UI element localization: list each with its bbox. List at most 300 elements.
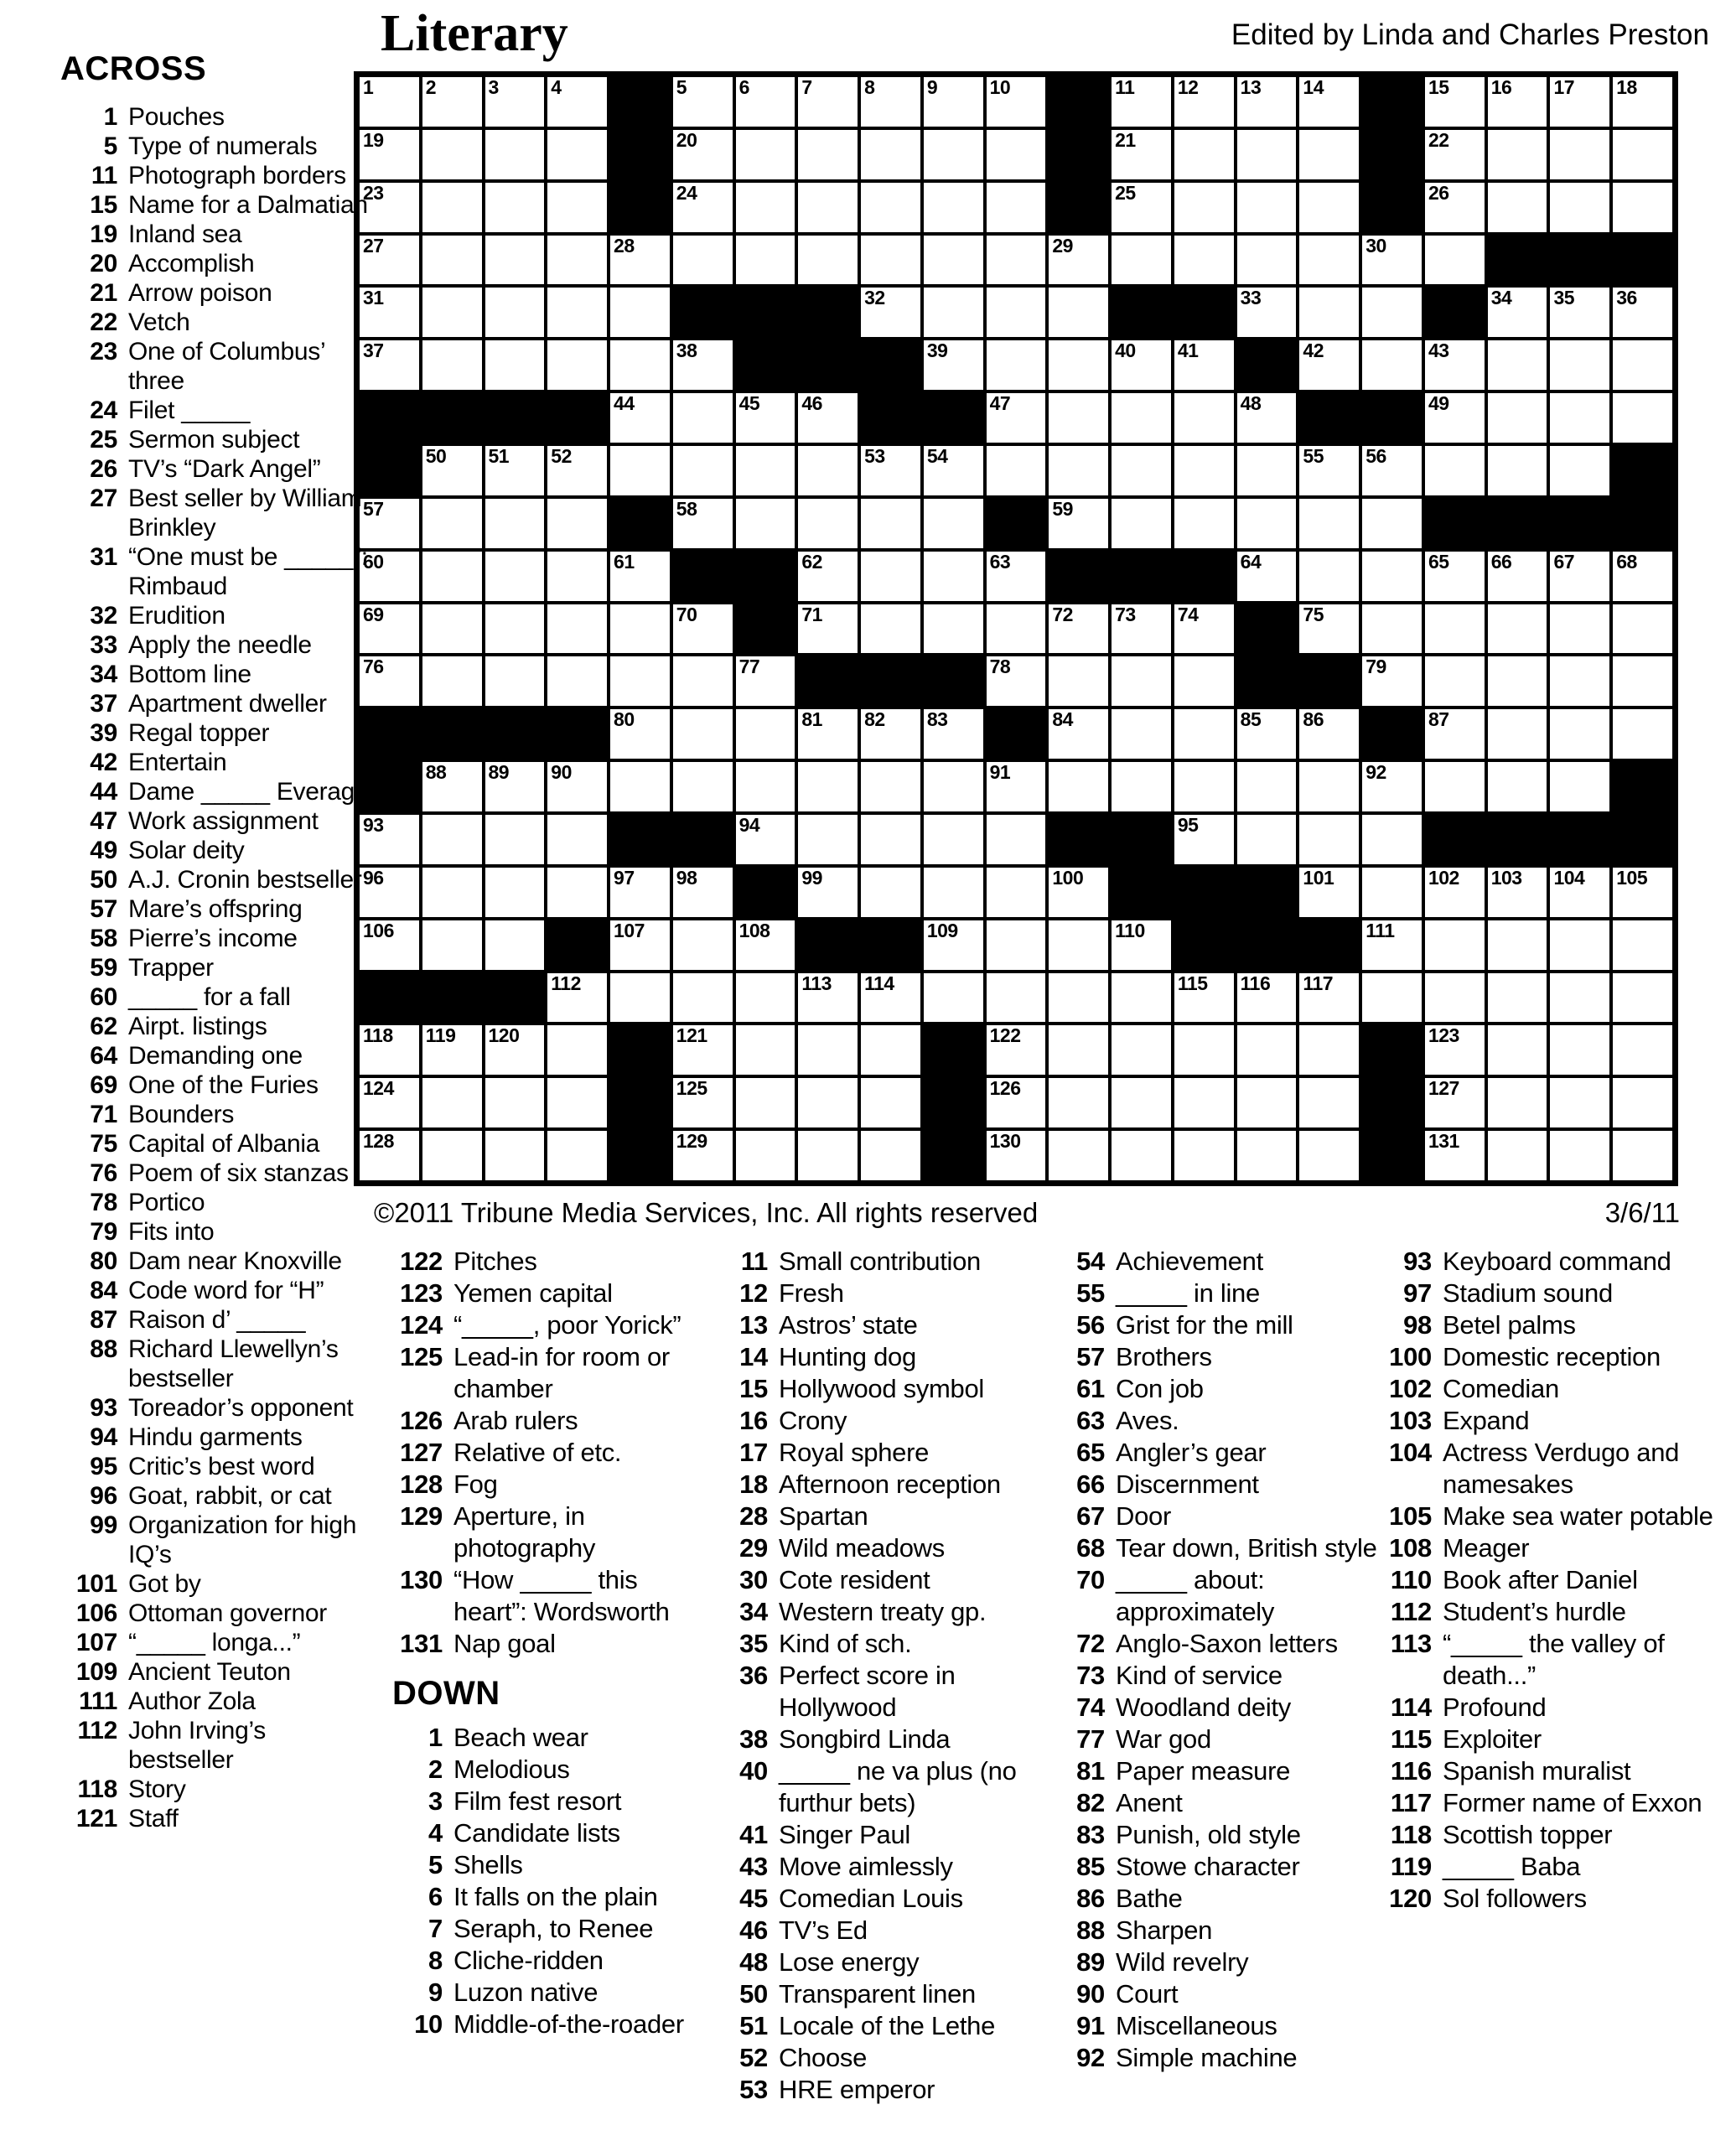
grid-cell[interactable]	[671, 655, 734, 708]
grid-cell[interactable]	[1360, 655, 1423, 708]
grid-cell[interactable]	[1298, 75, 1360, 128]
grid-cell[interactable]	[734, 972, 797, 1024]
grid-cell[interactable]	[546, 866, 609, 919]
grid-cell[interactable]	[1611, 866, 1674, 919]
grid-cell[interactable]	[1298, 1076, 1360, 1129]
grid-cell[interactable]	[484, 866, 547, 919]
grid-cell[interactable]	[546, 234, 609, 287]
grid-cell[interactable]	[546, 1076, 609, 1129]
grid-cell[interactable]	[1486, 444, 1549, 497]
grid-cell[interactable]	[609, 339, 671, 391]
grid-cell[interactable]	[1486, 75, 1549, 128]
grid-cell[interactable]	[796, 497, 859, 550]
grid-cell[interactable]	[985, 181, 1048, 234]
grid-cell[interactable]	[671, 1129, 734, 1182]
grid-cell[interactable]	[609, 972, 671, 1024]
grid-cell[interactable]	[484, 444, 547, 497]
grid-cell[interactable]	[1548, 75, 1611, 128]
grid-cell[interactable]	[1298, 497, 1360, 550]
grid-cell[interactable]	[1548, 760, 1611, 813]
grid-cell[interactable]	[1047, 866, 1110, 919]
grid-cell[interactable]	[734, 1024, 797, 1076]
grid-cell[interactable]	[796, 550, 859, 603]
grid-cell[interactable]	[1236, 1076, 1298, 1129]
grid-cell[interactable]	[1611, 286, 1674, 339]
grid-cell[interactable]	[1548, 708, 1611, 760]
grid-cell[interactable]	[734, 708, 797, 760]
grid-cell[interactable]	[1548, 655, 1611, 708]
grid-cell[interactable]	[1423, 550, 1486, 603]
grid-cell[interactable]	[1110, 1129, 1173, 1182]
grid-cell[interactable]	[796, 181, 859, 234]
grid-cell[interactable]	[421, 1076, 484, 1129]
grid-cell[interactable]	[922, 234, 985, 287]
grid-cell[interactable]	[546, 497, 609, 550]
grid-cell[interactable]	[421, 760, 484, 813]
grid-cell[interactable]	[546, 181, 609, 234]
grid-cell[interactable]	[609, 760, 671, 813]
grid-cell[interactable]	[1486, 1024, 1549, 1076]
grid-cell[interactable]	[1047, 391, 1110, 444]
grid-cell[interactable]	[859, 813, 922, 866]
grid-cell[interactable]	[1611, 708, 1674, 760]
grid-cell[interactable]	[1423, 760, 1486, 813]
grid-cell[interactable]	[546, 128, 609, 181]
grid-cell[interactable]	[1548, 339, 1611, 391]
grid-cell[interactable]	[546, 286, 609, 339]
grid-cell[interactable]	[1298, 1024, 1360, 1076]
grid-cell[interactable]	[421, 339, 484, 391]
grid-cell[interactable]	[859, 760, 922, 813]
grid-cell[interactable]	[985, 866, 1048, 919]
grid-cell[interactable]	[546, 1129, 609, 1182]
grid-cell[interactable]	[1611, 655, 1674, 708]
grid-cell[interactable]	[1047, 603, 1110, 656]
grid-cell[interactable]	[609, 866, 671, 919]
grid-cell[interactable]	[734, 813, 797, 866]
grid-cell[interactable]	[484, 128, 547, 181]
grid-cell[interactable]	[1173, 1076, 1236, 1129]
grid-cell[interactable]	[922, 919, 985, 972]
grid-cell[interactable]	[859, 234, 922, 287]
grid-cell[interactable]	[1298, 128, 1360, 181]
grid-cell[interactable]	[609, 550, 671, 603]
grid-cell[interactable]	[1110, 603, 1173, 656]
grid-cell[interactable]	[985, 1024, 1048, 1076]
grid-cell[interactable]	[1360, 866, 1423, 919]
grid-cell[interactable]	[1486, 391, 1549, 444]
grid-cell[interactable]	[1486, 1076, 1549, 1129]
grid-cell[interactable]	[922, 497, 985, 550]
grid-cell[interactable]	[985, 444, 1048, 497]
grid-cell[interactable]	[1047, 708, 1110, 760]
grid-cell[interactable]	[1423, 866, 1486, 919]
grid-cell[interactable]	[859, 1076, 922, 1129]
grid-cell[interactable]	[1110, 1076, 1173, 1129]
grid-cell[interactable]	[484, 1129, 547, 1182]
grid-cell[interactable]	[859, 128, 922, 181]
grid-cell[interactable]	[1360, 919, 1423, 972]
grid-cell[interactable]	[734, 75, 797, 128]
grid-cell[interactable]	[671, 708, 734, 760]
grid-cell[interactable]	[1360, 234, 1423, 287]
grid-cell[interactable]	[1047, 655, 1110, 708]
grid-cell[interactable]	[546, 1024, 609, 1076]
grid-cell[interactable]	[1360, 813, 1423, 866]
grid-cell[interactable]	[1611, 339, 1674, 391]
grid-cell[interactable]	[421, 286, 484, 339]
grid-cell[interactable]	[922, 972, 985, 1024]
grid-cell[interactable]	[1548, 603, 1611, 656]
grid-cell[interactable]	[922, 708, 985, 760]
grid-cell[interactable]	[1423, 391, 1486, 444]
grid-cell[interactable]	[1298, 286, 1360, 339]
grid-cell[interactable]	[484, 760, 547, 813]
grid-cell[interactable]	[796, 444, 859, 497]
grid-cell[interactable]	[1236, 760, 1298, 813]
grid-cell[interactable]	[484, 603, 547, 656]
grid-cell[interactable]	[1173, 234, 1236, 287]
grid-cell[interactable]	[985, 603, 1048, 656]
grid-cell[interactable]	[546, 444, 609, 497]
grid-cell[interactable]	[1611, 1076, 1674, 1129]
grid-cell[interactable]	[1548, 1076, 1611, 1129]
grid-cell[interactable]	[985, 391, 1048, 444]
grid-cell[interactable]	[1173, 128, 1236, 181]
grid-cell[interactable]	[985, 1076, 1048, 1129]
grid-cell[interactable]	[546, 75, 609, 128]
grid-cell[interactable]	[1486, 866, 1549, 919]
grid-cell[interactable]	[1236, 128, 1298, 181]
grid-cell[interactable]	[1360, 972, 1423, 1024]
grid-cell[interactable]	[1173, 339, 1236, 391]
grid-cell[interactable]	[421, 128, 484, 181]
grid-cell[interactable]	[859, 75, 922, 128]
grid-cell[interactable]	[421, 919, 484, 972]
grid-cell[interactable]	[609, 708, 671, 760]
grid-cell[interactable]	[484, 550, 547, 603]
grid-cell[interactable]	[1173, 75, 1236, 128]
grid-cell[interactable]	[1486, 181, 1549, 234]
grid-cell[interactable]	[1047, 1076, 1110, 1129]
grid-cell[interactable]	[1423, 708, 1486, 760]
grid-cell[interactable]	[922, 286, 985, 339]
grid-cell[interactable]	[1298, 813, 1360, 866]
grid-cell[interactable]	[1236, 234, 1298, 287]
grid-cell[interactable]	[1298, 181, 1360, 234]
grid-cell[interactable]	[1236, 497, 1298, 550]
grid-cell[interactable]	[796, 972, 859, 1024]
grid-cell[interactable]	[1110, 655, 1173, 708]
grid-cell[interactable]	[484, 655, 547, 708]
grid-cell[interactable]	[985, 972, 1048, 1024]
grid-cell[interactable]	[1360, 603, 1423, 656]
grid-cell[interactable]	[1423, 1024, 1486, 1076]
grid-cell[interactable]	[671, 75, 734, 128]
grid-cell[interactable]	[1611, 128, 1674, 181]
grid-cell[interactable]	[796, 760, 859, 813]
grid-cell[interactable]	[859, 708, 922, 760]
grid-cell[interactable]	[1110, 708, 1173, 760]
grid-cell[interactable]	[484, 234, 547, 287]
grid-cell[interactable]	[671, 181, 734, 234]
grid-cell[interactable]	[1548, 286, 1611, 339]
grid-cell[interactable]	[1486, 603, 1549, 656]
grid-cell[interactable]	[1548, 866, 1611, 919]
grid-cell[interactable]	[1110, 760, 1173, 813]
grid-cell[interactable]	[671, 391, 734, 444]
grid-cell[interactable]	[1423, 181, 1486, 234]
grid-cell[interactable]	[1298, 866, 1360, 919]
grid-cell[interactable]	[421, 813, 484, 866]
grid-cell[interactable]	[1423, 1129, 1486, 1182]
grid-cell[interactable]	[734, 181, 797, 234]
grid-cell[interactable]	[922, 603, 985, 656]
grid-cell[interactable]	[484, 181, 547, 234]
grid-cell[interactable]	[421, 444, 484, 497]
grid-cell[interactable]	[421, 1129, 484, 1182]
grid-cell[interactable]	[484, 286, 547, 339]
grid-cell[interactable]	[1486, 339, 1549, 391]
grid-cell[interactable]	[922, 128, 985, 181]
grid-cell[interactable]	[796, 128, 859, 181]
grid-cell[interactable]	[484, 339, 547, 391]
grid-cell[interactable]	[1173, 181, 1236, 234]
grid-cell[interactable]	[922, 75, 985, 128]
grid-cell[interactable]	[1486, 1129, 1549, 1182]
grid-cell[interactable]	[671, 444, 734, 497]
grid-cell[interactable]	[1298, 444, 1360, 497]
grid-cell[interactable]	[1236, 444, 1298, 497]
grid-cell[interactable]	[1360, 497, 1423, 550]
grid-cell[interactable]	[1047, 1129, 1110, 1182]
grid-cell[interactable]	[922, 550, 985, 603]
grid-cell[interactable]	[1486, 286, 1549, 339]
grid-cell[interactable]	[1110, 919, 1173, 972]
grid-cell[interactable]	[421, 866, 484, 919]
grid-cell[interactable]	[1173, 391, 1236, 444]
grid-cell[interactable]	[1173, 760, 1236, 813]
grid-cell[interactable]	[1236, 708, 1298, 760]
grid-cell[interactable]	[734, 497, 797, 550]
grid-cell[interactable]	[1110, 128, 1173, 181]
grid-cell[interactable]	[859, 286, 922, 339]
grid-cell[interactable]	[859, 1024, 922, 1076]
grid-cell[interactable]	[1298, 603, 1360, 656]
grid-cell[interactable]	[796, 1076, 859, 1129]
grid-cell[interactable]	[1611, 75, 1674, 128]
grid-cell[interactable]	[1173, 813, 1236, 866]
grid-cell[interactable]	[796, 234, 859, 287]
grid-cell[interactable]	[1298, 550, 1360, 603]
grid-cell[interactable]	[922, 339, 985, 391]
grid-cell[interactable]	[1110, 444, 1173, 497]
grid-cell[interactable]	[1173, 972, 1236, 1024]
grid-cell[interactable]	[1360, 550, 1423, 603]
grid-cell[interactable]	[1548, 550, 1611, 603]
grid-cell[interactable]	[1486, 760, 1549, 813]
grid-cell[interactable]	[1423, 75, 1486, 128]
grid-cell[interactable]	[546, 603, 609, 656]
grid-cell[interactable]	[484, 919, 547, 972]
grid-cell[interactable]	[1486, 972, 1549, 1024]
grid-cell[interactable]	[1047, 760, 1110, 813]
grid-cell[interactable]	[859, 181, 922, 234]
grid-cell[interactable]	[1486, 919, 1549, 972]
grid-cell[interactable]	[546, 813, 609, 866]
grid-cell[interactable]	[1611, 550, 1674, 603]
grid-cell[interactable]	[796, 1024, 859, 1076]
grid-cell[interactable]	[1360, 444, 1423, 497]
grid-cell[interactable]	[1423, 1076, 1486, 1129]
grid-cell[interactable]	[1110, 339, 1173, 391]
grid-cell[interactable]	[796, 708, 859, 760]
grid-cell[interactable]	[1047, 234, 1110, 287]
grid-cell[interactable]	[421, 603, 484, 656]
grid-cell[interactable]	[1423, 603, 1486, 656]
grid-cell[interactable]	[421, 550, 484, 603]
grid-cell[interactable]	[1298, 339, 1360, 391]
grid-cell[interactable]	[734, 128, 797, 181]
grid-cell[interactable]	[421, 1024, 484, 1076]
grid-cell[interactable]	[421, 655, 484, 708]
grid-cell[interactable]	[609, 655, 671, 708]
grid-cell[interactable]	[859, 550, 922, 603]
grid-cell[interactable]	[1047, 444, 1110, 497]
grid-cell[interactable]	[1486, 655, 1549, 708]
grid-cell[interactable]	[1486, 128, 1549, 181]
grid-cell[interactable]	[671, 339, 734, 391]
grid-cell[interactable]	[546, 339, 609, 391]
grid-cell[interactable]	[1236, 550, 1298, 603]
grid-cell[interactable]	[484, 497, 547, 550]
grid-cell[interactable]	[609, 919, 671, 972]
grid-cell[interactable]	[1611, 181, 1674, 234]
grid-cell[interactable]	[1298, 972, 1360, 1024]
grid-cell[interactable]	[671, 1024, 734, 1076]
grid-cell[interactable]	[1548, 444, 1611, 497]
grid-cell[interactable]	[1236, 391, 1298, 444]
grid-cell[interactable]	[1047, 286, 1110, 339]
grid-cell[interactable]	[1047, 339, 1110, 391]
grid-cell[interactable]	[1360, 760, 1423, 813]
grid-cell[interactable]	[859, 603, 922, 656]
grid-cell[interactable]	[1611, 391, 1674, 444]
grid-cell[interactable]	[484, 1024, 547, 1076]
grid-cell[interactable]	[922, 181, 985, 234]
grid-cell[interactable]	[1173, 708, 1236, 760]
grid-cell[interactable]	[1236, 813, 1298, 866]
grid-cell[interactable]	[1110, 497, 1173, 550]
grid-cell[interactable]	[671, 972, 734, 1024]
grid-cell[interactable]	[1110, 391, 1173, 444]
grid-cell[interactable]	[671, 760, 734, 813]
grid-cell[interactable]	[796, 391, 859, 444]
grid-cell[interactable]	[734, 760, 797, 813]
grid-cell[interactable]	[1548, 391, 1611, 444]
grid-cell[interactable]	[609, 603, 671, 656]
grid-cell[interactable]	[796, 603, 859, 656]
grid-cell[interactable]	[671, 128, 734, 181]
grid-cell[interactable]	[671, 497, 734, 550]
grid-cell[interactable]	[1548, 1024, 1611, 1076]
grid-cell[interactable]	[609, 234, 671, 287]
grid-cell[interactable]	[1548, 919, 1611, 972]
grid-cell[interactable]	[1173, 655, 1236, 708]
grid-cell[interactable]	[1298, 760, 1360, 813]
grid-cell[interactable]	[1548, 128, 1611, 181]
grid-cell[interactable]	[1047, 919, 1110, 972]
grid-cell[interactable]	[734, 234, 797, 287]
grid-cell[interactable]	[859, 497, 922, 550]
grid-cell[interactable]	[985, 813, 1048, 866]
grid-cell[interactable]	[1298, 1129, 1360, 1182]
grid-cell[interactable]	[859, 866, 922, 919]
grid-cell[interactable]	[796, 866, 859, 919]
grid-cell[interactable]	[671, 603, 734, 656]
grid-cell[interactable]	[1360, 286, 1423, 339]
grid-cell[interactable]	[421, 181, 484, 234]
grid-cell[interactable]	[1423, 919, 1486, 972]
grid-cell[interactable]	[1173, 1024, 1236, 1076]
grid-cell[interactable]	[1548, 972, 1611, 1024]
grid-cell[interactable]	[1110, 75, 1173, 128]
grid-cell[interactable]	[1173, 497, 1236, 550]
grid-cell[interactable]	[484, 813, 547, 866]
grid-cell[interactable]	[609, 444, 671, 497]
grid-cell[interactable]	[985, 655, 1048, 708]
grid-cell[interactable]	[734, 919, 797, 972]
grid-cell[interactable]	[1236, 1129, 1298, 1182]
grid-cell[interactable]	[421, 75, 484, 128]
grid-cell[interactable]	[1611, 919, 1674, 972]
grid-cell[interactable]	[1110, 181, 1173, 234]
grid-cell[interactable]	[1423, 339, 1486, 391]
grid-cell[interactable]	[1611, 1129, 1674, 1182]
grid-cell[interactable]	[546, 655, 609, 708]
grid-cell[interactable]	[1236, 1024, 1298, 1076]
grid-cell[interactable]	[1173, 444, 1236, 497]
grid-cell[interactable]	[734, 444, 797, 497]
grid-cell[interactable]	[985, 286, 1048, 339]
grid-cell[interactable]	[671, 866, 734, 919]
grid-cell[interactable]	[1110, 234, 1173, 287]
grid-cell[interactable]	[734, 1076, 797, 1129]
grid-cell[interactable]	[796, 75, 859, 128]
grid-cell[interactable]	[609, 391, 671, 444]
grid-cell[interactable]	[922, 444, 985, 497]
grid-cell[interactable]	[484, 1076, 547, 1129]
grid-cell[interactable]	[546, 760, 609, 813]
grid-cell[interactable]	[1173, 1129, 1236, 1182]
grid-cell[interactable]	[1611, 972, 1674, 1024]
grid-cell[interactable]	[1298, 234, 1360, 287]
grid-cell[interactable]	[1236, 972, 1298, 1024]
grid-cell[interactable]	[985, 760, 1048, 813]
grid-cell[interactable]	[1047, 1024, 1110, 1076]
grid-cell[interactable]	[985, 919, 1048, 972]
grid-cell[interactable]	[734, 391, 797, 444]
grid-cell[interactable]	[671, 919, 734, 972]
grid-cell[interactable]	[734, 655, 797, 708]
grid-cell[interactable]	[1173, 603, 1236, 656]
grid-cell[interactable]	[1486, 708, 1549, 760]
grid-cell[interactable]	[859, 1129, 922, 1182]
grid-cell[interactable]	[1423, 972, 1486, 1024]
grid-cell[interactable]	[1423, 655, 1486, 708]
grid-cell[interactable]	[985, 128, 1048, 181]
grid-cell[interactable]	[1360, 339, 1423, 391]
